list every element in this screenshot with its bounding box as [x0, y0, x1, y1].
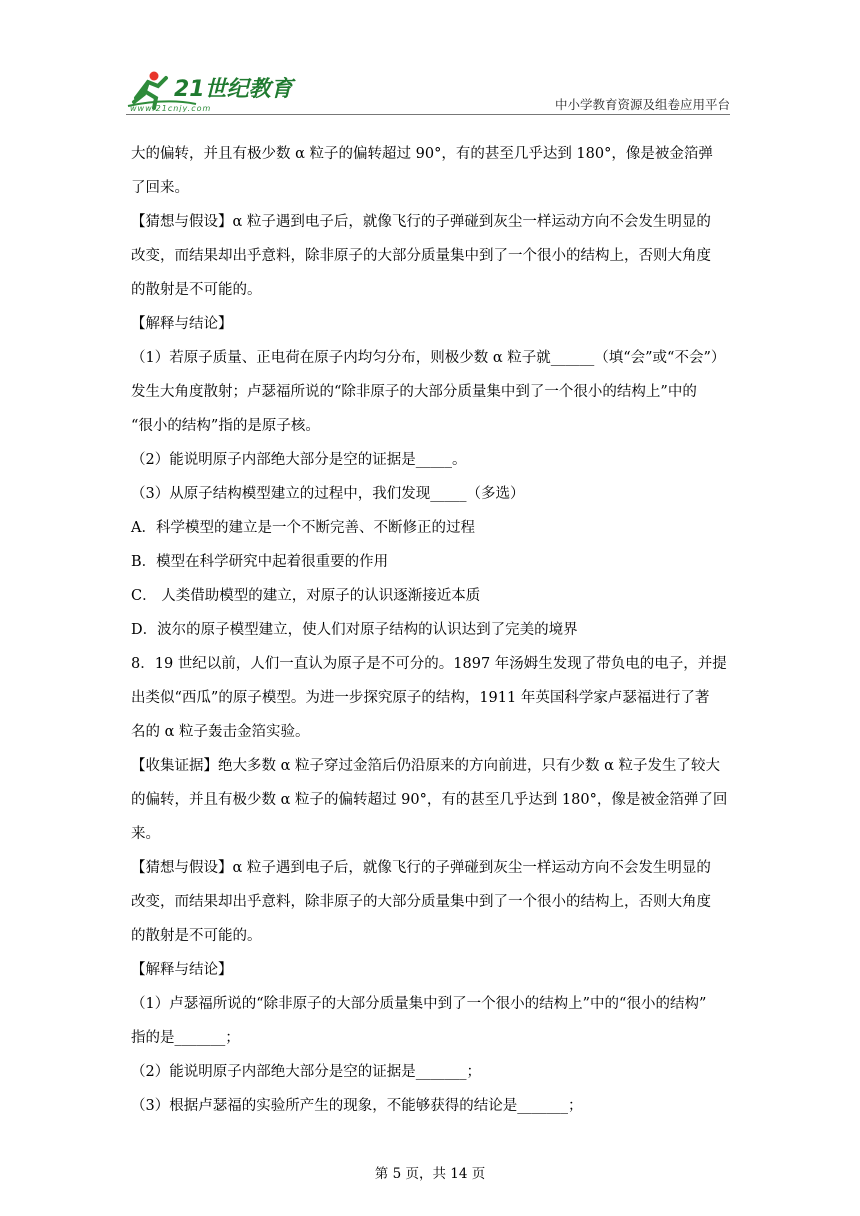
question-line: （3）从原子结构模型建立的过程中，我们发现_____（多选）	[131, 486, 525, 502]
text-line: 【收集证据】绝大多数 α 粒子穿过金箔后仍沿原来的方向前进，只有少数 α 粒子发生了较大	[131, 758, 721, 774]
text-line: 名的 α 粒子轰击金箔实验。	[131, 724, 310, 740]
option-c: C． 人类借助模型的建立，对原子的认识逐渐接近本质	[131, 588, 481, 604]
text-line: 的散射是不可能的。	[131, 928, 262, 944]
svg-text:21世纪教育: 21世纪教育	[174, 77, 293, 102]
option-b: B．模型在科学研究中起着很重要的作用	[131, 554, 389, 570]
text-line: 的偏转，并且有极少数 α 粒子的偏转超过 90°，有的甚至几乎达到 180°，像是被金箔弹了回	[131, 792, 728, 808]
21cnjy-logo	[126, 68, 296, 112]
page-footer: 第 5 页，共 14 页	[374, 1166, 486, 1182]
question-8-line: 8．19 世纪以前，人们一直认为原子是不可分的。1897 年汤姆生发现了带负电的电子，并提	[131, 656, 727, 672]
platform-name: 中小学教育资源及组卷应用平台	[554, 97, 730, 112]
text-line: 来。	[131, 826, 160, 842]
section-heading: 【解释与结论】	[131, 316, 233, 332]
page-header	[126, 68, 730, 116]
option-a: A．科学模型的建立是一个不断完善、不断修正的过程	[131, 520, 475, 536]
text-line: 大的偏转，并且有极少数 α 粒子的偏转超过 90°，有的甚至几乎达到 180°，像是被金箔弹	[131, 146, 713, 162]
document-body	[131, 137, 731, 1123]
question-line: （2）能说明原子内部绝大部分是空的证据是_____。	[131, 452, 467, 468]
svg-text:www.21cnjy.com: www.21cnjy.com	[130, 104, 212, 112]
question-line: （2）能说明原子内部绝大部分是空的证据是_______；	[131, 1064, 481, 1080]
text-line: 改变，而结果却出乎意料，除非原子的大部分质量集中到了一个很小的结构上，否则大角度	[131, 894, 711, 910]
question-line: （1）若原子质量、正电荷在原子内均匀分布，则极少数 α 粒子就______（填“会”或“不会”）	[131, 350, 726, 366]
section-heading: 【解释与结论】	[131, 962, 233, 978]
text-line: 【猜想与假设】α 粒子遇到电子后，就像飞行的子弹碰到灰尘一样运动方向不会发生明显的	[131, 860, 711, 876]
text-line: 改变，而结果却出乎意料，除非原子的大部分质量集中到了一个很小的结构上，否则大角度	[131, 248, 711, 264]
text-line: 发生大角度散射；卢瑟福所说的“除非原子的大部分质量集中到了一个很小的结构上”中的	[131, 384, 697, 400]
text-line: “很小的结构”指的是原子核。	[131, 418, 320, 434]
question-line: （1）卢瑟福所说的“除非原子的大部分质量集中到了一个很小的结构上”中的“很小的结构”	[131, 996, 707, 1012]
text-line: 指的是_______；	[131, 1030, 240, 1046]
text-line: 【猜想与假设】α 粒子遇到电子后，就像飞行的子弹碰到灰尘一样运动方向不会发生明显的	[131, 214, 711, 230]
text-line: 的散射是不可能的。	[131, 282, 262, 298]
question-line: （3）根据卢瑟福的实验所产生的现象，不能够获得的结论是_______；	[131, 1098, 583, 1114]
option-d: D．波尔的原子模型建立，使人们对原子结构的认识达到了完美的境界	[131, 622, 578, 638]
text-line: 出类似“西瓜”的原子模型。为进一步探究原子的结构，1911 年英国科学家卢瑟福进行了著	[131, 690, 710, 706]
header-divider	[126, 114, 730, 115]
text-line: 了回来。	[131, 180, 189, 196]
